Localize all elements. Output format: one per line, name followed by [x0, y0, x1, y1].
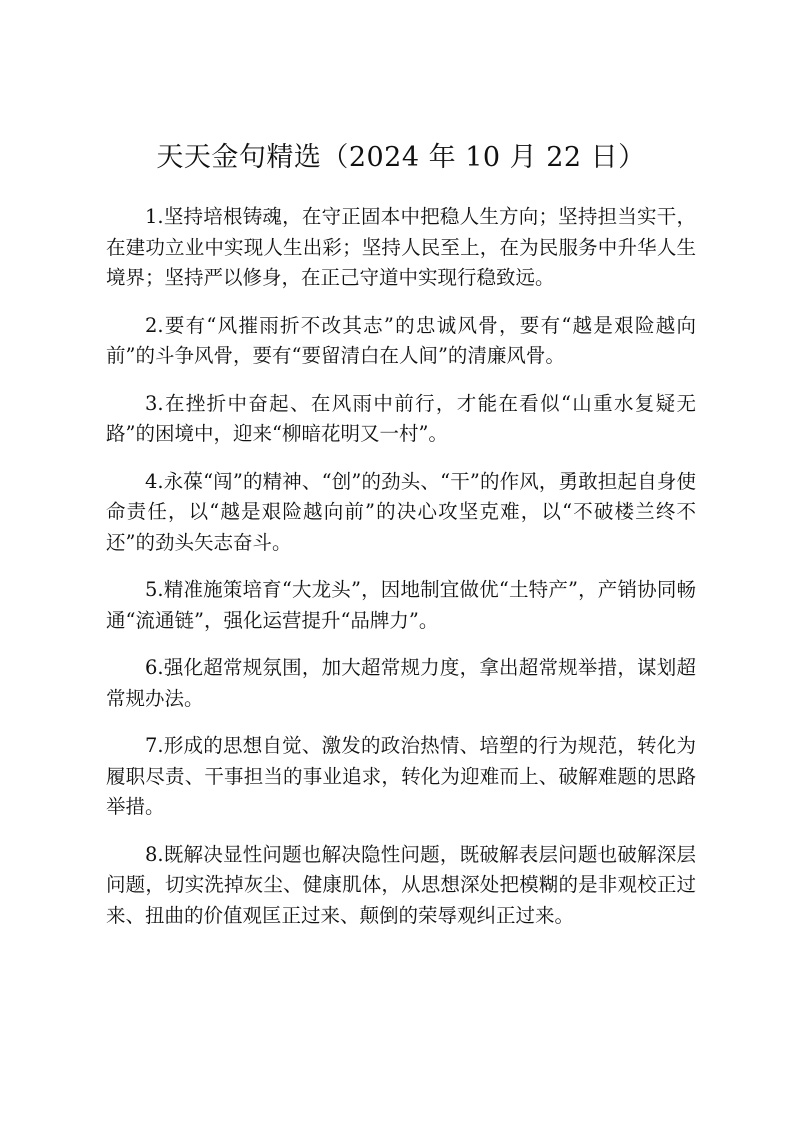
quote-list	[106, 202, 696, 931]
quote-item-5: 5.精准施策培育“大龙头”，因地制宜做优“土特产”，产销协同畅通“流通链”，强化运营提升“品牌力”。	[106, 578, 696, 632]
quote-item-2: 2.要有“风摧雨折不改其志”的忠诚风骨，要有“越是艰险越向前”的斗争风骨，要有“要留清白在人间”的清廉风骨。	[106, 313, 696, 367]
quote-item-3: 3.在挫折中奋起、在风雨中前行，才能在看似“山重水复疑无路”的困境中，迎来“柳暗花明又一村”。	[106, 391, 696, 445]
quote-item-6: 6.强化超常规氛围，加大超常规力度，拿出超常规举措，谋划超常规办法。	[106, 656, 696, 710]
document-page	[106, 138, 696, 948]
quote-item-7: 7.形成的思想自觉、激发的政治热情、培塑的行为规范，转化为履职尽责、干事担当的事业追求，转化为迎难而上、破解难题的思路举措。	[106, 734, 696, 818]
document-title: 天天金句精选（2024 年 10 月 22 日）	[156, 142, 646, 173]
quote-item-4: 4.永葆“闯”的精神、“创”的劲头、“干”的作风，勇敢担起自身使命责任，以“越是艰险越向前”的决心攻坚克难，以“不破楼兰终不还”的劲头矢志奋斗。	[106, 469, 696, 554]
quote-item-8: 8.既解决显性问题也解决隐性问题，既破解表层问题也破解深层问题，切实洗掉灰尘、健康肌体，从思想深处把模糊的是非观校正过来、扭曲的价值观匡正过来、颠倒的荣辱观纠正过来。	[106, 842, 696, 927]
quote-item-1: 1.坚持培根铸魂，在守正固本中把稳人生方向；坚持担当实干，在建功立业中实现人生出彩；坚持人民至上，在为民服务中升华人生境界；坚持严以修身，在正己守道中实现行稳致远。	[106, 205, 696, 289]
